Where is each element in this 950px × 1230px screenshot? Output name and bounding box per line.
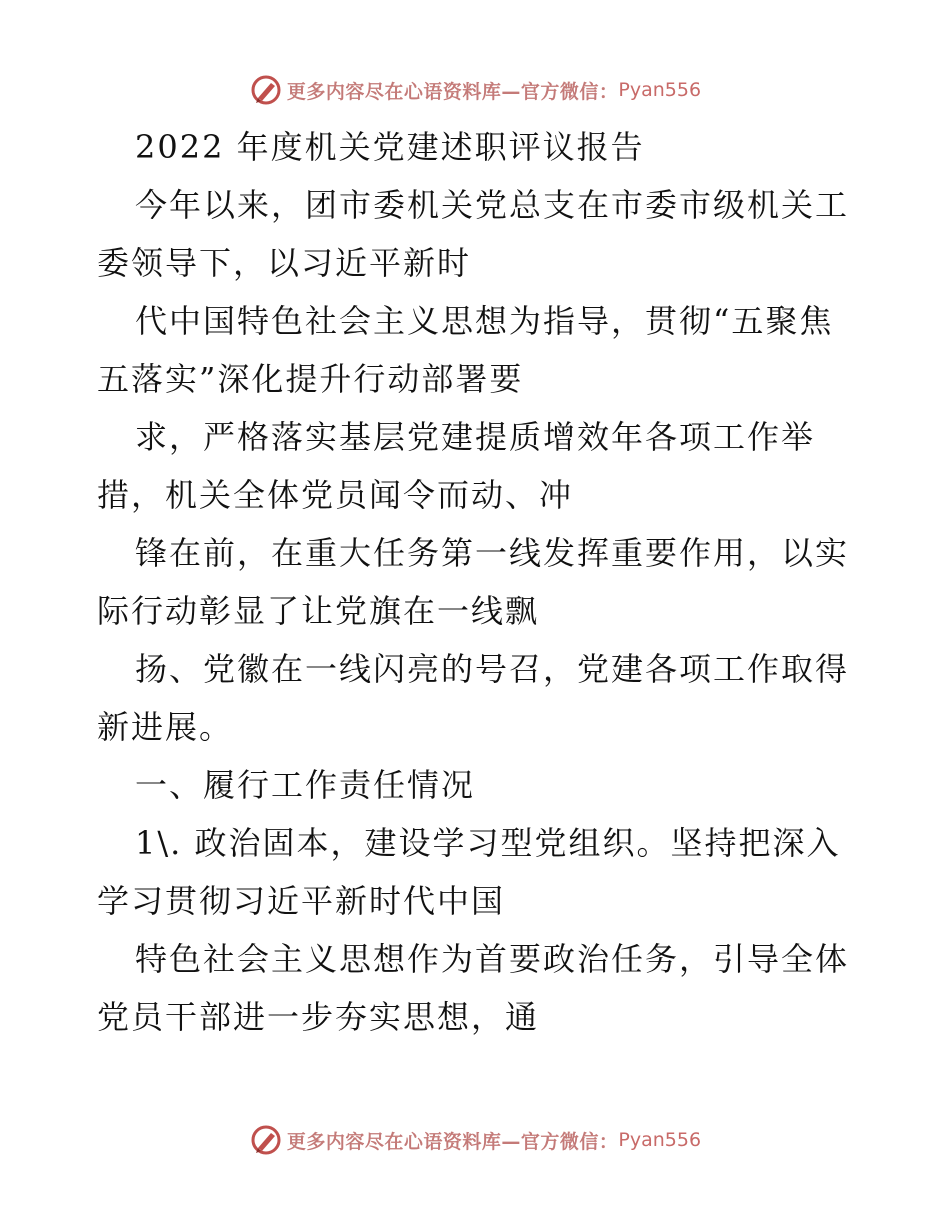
watermark-wechat-id: Pyan556 [618, 79, 702, 101]
text-line: 求，严格落实基层党建提质增效年各项工作举 [135, 418, 816, 456]
text-line: 代中国特色社会主义思想为指导，贯彻“五聚焦 [135, 302, 834, 340]
text-line: 际行动彰显了让党旗在一线飘 [97, 592, 540, 630]
watermark-text: 更多内容尽在心语资料库—官方微信： [286, 80, 619, 103]
text-line: 党员干部进一步夯实思想，通 [97, 998, 540, 1036]
text-line: 扬、党徽在一线闪亮的号召，党建各项工作取得 [135, 650, 850, 688]
header-watermark [0, 70, 950, 110]
text-line: 新进展。 [97, 708, 234, 746]
text-line: 锋在前，在重大任务第一线发挥重要作用，以实 [135, 534, 850, 572]
text-line: 措，机关全体党员闻令而动、冲 [97, 476, 574, 514]
text-line: 1\. 政治固本，建设学习型党组织。坚持把深入 [135, 824, 841, 862]
text-line: 一、履行工作责任情况 [135, 766, 476, 804]
pen-logo-icon [249, 1123, 283, 1157]
document-title: 2022 年度机关党建述职评议报告 [135, 128, 645, 166]
text-line: 学习贯彻习近平新时代中国 [97, 882, 506, 920]
text-line: 特色社会主义思想作为首要政治任务，引导全体 [135, 940, 850, 978]
document-body [97, 118, 857, 1046]
watermark-text: 更多内容尽在心语资料库—官方微信： [286, 1130, 619, 1153]
pen-logo-icon [249, 73, 283, 107]
text-line: 五落实”深化提升行动部署要 [97, 360, 524, 398]
watermark-wechat-id: Pyan556 [618, 1129, 702, 1151]
footer-watermark [0, 1120, 950, 1160]
text-line: 今年以来，团市委机关党总支在市委市级机关工 [135, 186, 850, 224]
text-line: 委领导下，以习近平新时 [97, 244, 472, 282]
